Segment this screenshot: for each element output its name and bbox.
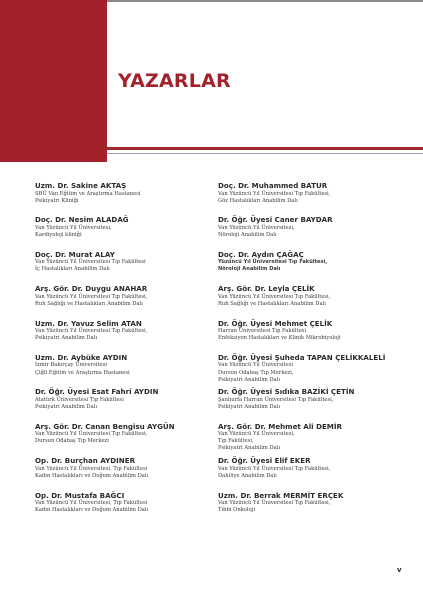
author-affiliation: Kadın Hastalıkları ve Doğum Anabilim Dalı — [35, 507, 149, 514]
author-entry — [35, 422, 225, 456]
author-name: Dr. Öğr. Üyesi Mehmet ÇELİK — [218, 318, 333, 328]
author-affiliation: Dursun Odabaş Tıp Merkezi, — [218, 369, 294, 376]
author-affiliation: SBÜ Van Eğitim ve Araştırma Hastanesi — [35, 190, 141, 197]
author-name: Arş. Gör. Dr. Mehmet Ali DEMİR — [218, 421, 342, 431]
author-entry — [218, 284, 408, 318]
author-name: Uzm. Dr. Berrak MERMİT ERÇEK — [218, 490, 344, 500]
author-affiliation: Enfeksiyon Hastalıkları ve Klinik Mikrobiyoloji — [218, 335, 341, 342]
header-red-bar — [0, 0, 107, 162]
author-name: Op. Dr. Mustafa BAĞCI — [35, 490, 125, 500]
author-entry — [35, 353, 225, 387]
author-entry — [35, 456, 225, 490]
author-affiliation: İç Hastalıkları Anabilim Dalı — [35, 266, 110, 273]
author-entry — [218, 422, 408, 456]
author-entry — [218, 491, 408, 525]
author-affiliation: Van Yüzüncü Yıl Üniversitesi, Tıp Fakültesi — [35, 500, 148, 507]
author-name: Doç. Dr. Nesim ALADAĞ — [35, 215, 129, 225]
author-affiliation: Nöroloji Anabilim Dalı — [218, 266, 281, 273]
author-affiliation: Psikiyatri Anabilim Dalı — [35, 335, 97, 342]
author-name: Op. Dr. Burçhan AYDINER — [35, 456, 136, 466]
authors-right-column — [218, 181, 408, 525]
author-name: Uzm. Dr. Aybüke AYDIN — [35, 352, 128, 362]
author-affiliation: Psikiyatri Anabilim Dalı — [35, 403, 97, 410]
author-affiliation: Harran Üniversitesi Tıp Fakültesi — [218, 328, 307, 335]
author-entry — [218, 250, 408, 284]
author-name: Arş. Gör. Dr. Canan Bengisu AYGÜN — [35, 421, 175, 431]
author-affiliation: Van Yüzüncü Yıl Üniversitesi, — [218, 431, 295, 438]
page-title: YAZARLAR — [118, 70, 231, 92]
author-entry — [35, 250, 225, 284]
author-affiliation: Psikiyatri Anabilim Dalı — [218, 445, 280, 452]
author-entry — [218, 456, 408, 490]
author-affiliation: Dahiliye Anabilim Dalı — [218, 472, 277, 479]
author-entry — [35, 387, 225, 421]
author-affiliation: Ruh Sağlığı ve Hastalıkları Anabilim Dalı — [218, 300, 326, 307]
author-affiliation: Kardiyoloji kliniği — [35, 231, 82, 238]
author-affiliation: Tıp Fakültesi, — [218, 438, 254, 445]
author-affiliation: Psikiyatri Kliniği — [35, 197, 79, 204]
author-affiliation: Psikiyatri Anabilim Dalı — [218, 403, 280, 410]
author-name: Doç. Dr. Aydın ÇAĞAÇ — [218, 249, 304, 259]
author-name: Doç. Dr. Muhammed BATUR — [218, 181, 328, 190]
author-entry — [35, 319, 225, 353]
author-name: Dr. Öğr. Üyesi Caner BAYDAR — [218, 215, 333, 225]
authors-left-column — [35, 181, 225, 525]
author-affiliation: Van Yüzüncü Yıl Üniversitesi Tıp Fakültesi, — [35, 328, 148, 335]
header-divider — [107, 147, 423, 150]
author-affiliation: Van Yüzüncü Yıl Üniversitesi Tıp Fakültesi, — [218, 190, 331, 197]
author-affiliation: Göz Hastalıkları Anabilim Dalı — [218, 197, 298, 204]
author-affiliation: Şanlıurfa Harran Üniversitesi Tıp Fakültesi, — [218, 396, 334, 403]
header-divider-thin — [107, 153, 423, 154]
author-affiliation: Kadın Hastalıkları ve Doğum Anabilim Dalı — [35, 472, 149, 479]
author-affiliation: Van Yüzüncü Yıl Üniversitesi, — [35, 224, 112, 231]
author-affiliation: Yüzüncü Yıl Üniversitesi Tıp Fakültesi, — [218, 259, 328, 266]
author-affiliation: Tıbbi Onkoloji — [218, 507, 255, 514]
author-affiliation: Psikiyatri Anabilim Dalı — [218, 376, 280, 383]
author-affiliation: Van Yüzüncü Yıl Üniversitesi Tıp Fakültesi — [35, 259, 146, 266]
author-name: Doç. Dr. Murat ALAY — [35, 249, 115, 259]
author-affiliation: İzmir Bakırçay Üniversitesi — [35, 362, 107, 369]
top-rule — [107, 0, 423, 2]
author-entry — [218, 181, 408, 215]
author-name: Uzm. Dr. Sakine AKTAŞ — [35, 181, 127, 190]
author-affiliation: Dursun Odabaş Tıp Merkezi — [35, 438, 109, 445]
author-affiliation: Van Yüzüncü Yıl Üniversitesi Tıp Fakültesi, — [218, 293, 331, 300]
author-name: Dr. Öğr. Üyesi Esat Fahri AYDIN — [35, 387, 159, 397]
author-name: Arş. Gör. Dr. Duygu ANAHAR — [35, 284, 148, 294]
author-entry — [218, 353, 408, 387]
author-affiliation: Van Yüzüncü Yıl Üniversitesi Tıp Fakültesi, — [35, 431, 148, 438]
author-name: Uzm. Dr. Yavuz Selim ATAN — [35, 318, 142, 328]
author-entry — [218, 215, 408, 249]
author-affiliation: Van Yüzüncü Yıl Üniversitesi Tıp Fakültesi, — [35, 293, 148, 300]
author-entry — [218, 387, 408, 421]
author-affiliation: Çiğli Eğitim ve Araştırma Hastanesi — [35, 369, 130, 376]
author-affiliation: Nöroloji Anabilim Dalı — [218, 231, 277, 238]
author-entry — [218, 319, 408, 353]
author-entry — [35, 284, 225, 318]
author-name: Dr. Öğr. Üyesi Şuheda TAPAN ÇELİKKALELİ — [218, 352, 386, 362]
author-entry — [35, 215, 225, 249]
page-number: v — [397, 566, 402, 574]
author-affiliation: Atatürk Üniversitesi Tıp Fakültesi — [35, 396, 124, 403]
author-entry — [35, 181, 225, 215]
author-affiliation: Van Yüzüncü Yıl Üniversitesi — [218, 362, 294, 369]
author-affiliation: Van Yüzüncü Yıl Üniversitesi, Tıp Fakültesi — [35, 465, 148, 472]
author-affiliation: Van Yüzüncü Yıl Üniversitesi, — [218, 224, 295, 231]
author-affiliation: Van Yüzüncü Yıl Üniversitesi Tıp Fakültesi, — [218, 465, 331, 472]
author-affiliation: Van Yüzüncü Yıl Üniversitesi Tıp Fakültesi, — [218, 500, 331, 507]
author-name: Dr. Öğr. Üyesi Sıdıka BAZİKİ ÇETİN — [218, 387, 355, 397]
author-name: Dr. Öğr. Üyesi Elif EKER — [218, 456, 311, 466]
author-affiliation: Ruh Sağlığı ve Hastalıkları Anabilim Dalı — [35, 300, 143, 307]
author-name: Arş. Gör. Dr. Leyla ÇELİK — [218, 284, 315, 294]
author-entry — [35, 491, 225, 525]
